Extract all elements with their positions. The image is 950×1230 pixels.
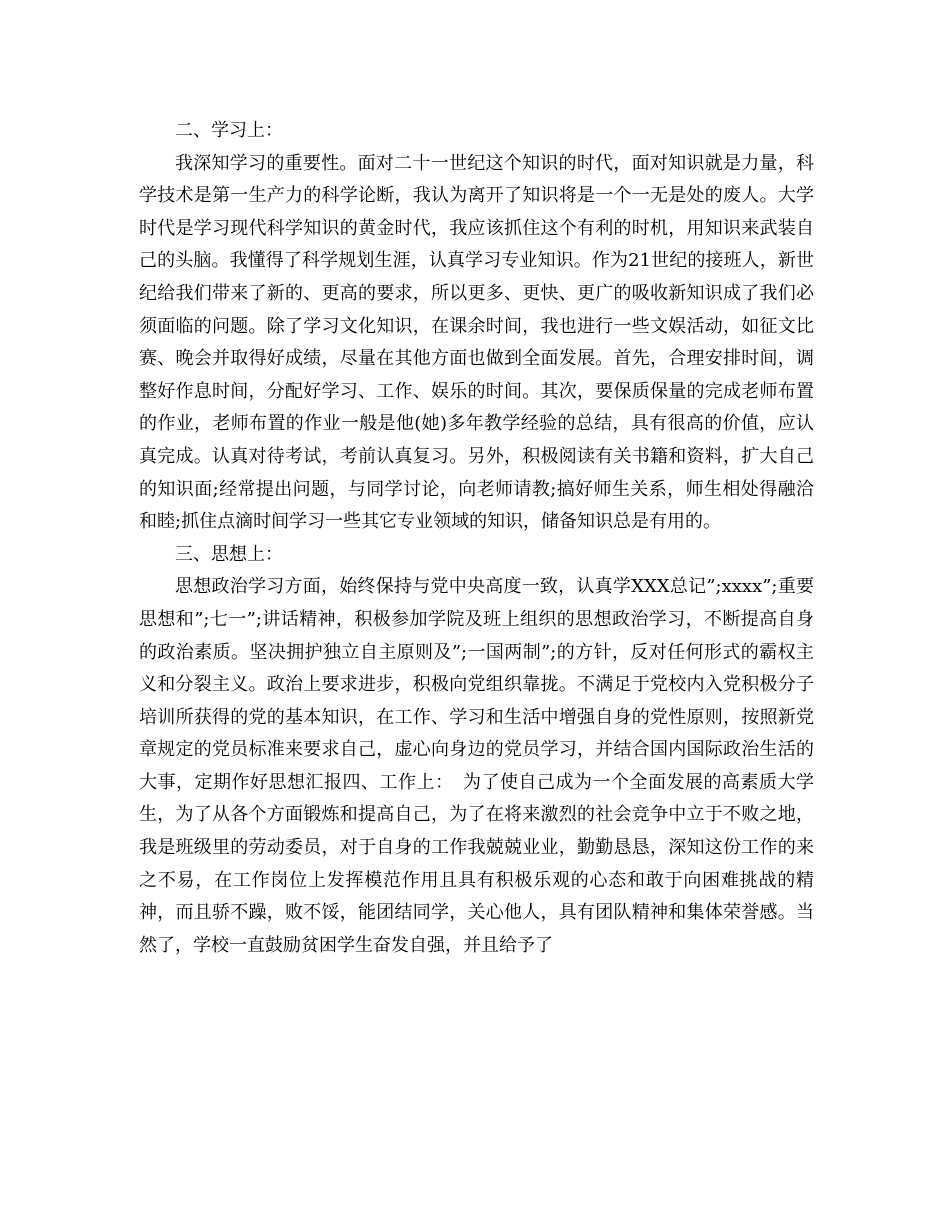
section-body-study: 我深知学习的重要性。面对二十一世纪这个知识的时代，面对知识就是力量，科学技术是第一生产力的科学论断，我认为离开了知识将是一个一无是处的废人。大学时代是学习现代科学知识的黄金时代，我应该抓住这个有利的时机，用知识来武装自己的头脑。我懂得了科学规划生涯，认真学习专业知识。作为21世纪的接班人，新世纪给我们带来了新的、更高的要求，所以更多、更快、更广的吸收新知识成了我们必须面临的问题。除了学习文化知识，在课余时间，我也进行一些文娱活动，如征文比赛、晚会并取得好成绩，尽量在其他方面也做到全面发展。首先，合理安排时间，调整好作息时间，分配好学习、工作、娱乐的时间。其次，要保质保量的完成老师布置的作业，老师布置的作业一般是他(她)多年教学经验的总结，具有很高的价值，应认真完成。认真对待考试，考前认真复习。另外，积极阅读有关书籍和资料，扩大自己的知识面;经常提出问题，与同学讨论，向老师请教;搞好师生关系，师生相处得融洽和睦;抓住点滴时间学习一些其它专业领域的知识，储备知识总是有用的。 [139,152,814,533]
section-heading-thought: 三、思想上： [175,543,283,565]
section-heading-study: 二、学习上： [175,120,283,141]
section-body-thought: 思想政治学习方面，始终保持与党中央高度一致，认真学XXX总记”;xxxx”;重要思想和”;七一”;讲话精神，积极参加学院及班上组织的思想政治学习，不断提高自身的政治素质。坚决拥护独立自主原则及”;一国两制”;的方针，反对任何形式的霸权主义和分裂主义。政治上要求进步，积极向党组织靠拢。不满足于党校内入党积极分子培训所获得的党的基本知识，在工作、学习和生活中增强自身的党性原则，按照新党章规定的党员标准来要求自己，虚心向身边的党员学习，并结合国内国际政治生活的大事，定期作好思想汇报四、工作上： 为了使自己成为一个全面发展的高素质大学生，为了从各个方面锻炼和提高自己，为了在将来激烈的社会竞争中立于不败之地，我是班级里的劳动委员，对于自身的工作我兢兢业业，勤勤恳恳，深知这份工作的来之不易，在工作岗位上发挥模范作用且具有积极乐观的心态和敢于向困难挑战的精神，而且骄不躁，败不馁，能团结同学，关心他人，具有团队精神和集体荣誉感。当然了，学校一直鼓励贫困学生奋发自强，并且给予了 [139,576,814,956]
document-page [139,115,814,962]
